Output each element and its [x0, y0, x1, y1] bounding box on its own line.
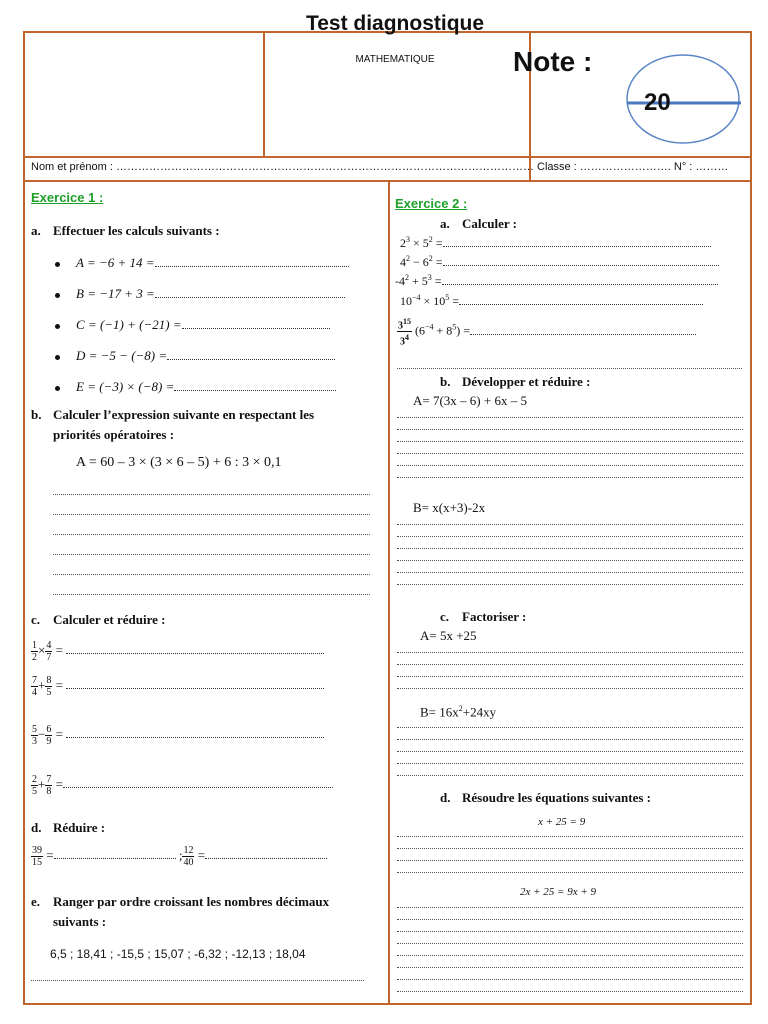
equation-2: 2x + 25 = 9x + 9	[520, 886, 597, 898]
ex1-c-instruction: Calculer et réduire :	[53, 612, 166, 627]
ex1-e-instruction-line2: suivants :	[53, 914, 107, 929]
answer-line	[397, 664, 743, 665]
answer-line	[397, 991, 743, 992]
reduce-exercise: $\frac{39}{15}$ = ; $\frac{12}{40}$ =	[31, 845, 327, 868]
ex1-b-instruction-line2: priorités opératoires :	[53, 427, 175, 442]
answer-line	[397, 907, 743, 908]
answer-line	[397, 548, 743, 549]
answer-line	[53, 494, 370, 495]
fraction-exercise: $\frac{1}{2}$ × $\frac{4}{7}$ =	[31, 640, 324, 663]
answer-line	[397, 429, 743, 430]
answer-line	[397, 967, 743, 968]
ex2-b-instruction: Développer et réduire :	[462, 374, 591, 389]
exercise-1-title: Exercice 1 :	[31, 190, 104, 205]
answer-line	[397, 584, 743, 585]
answer-line	[397, 676, 743, 677]
answer-line	[397, 477, 743, 478]
note-circle-icon	[625, 53, 745, 147]
answer-line	[397, 848, 743, 849]
ex1-a-item: D = −5 − (−8) =	[76, 348, 335, 364]
answer-line	[397, 955, 743, 956]
ex2-b-expression-a: A= 7(3x – 6) + 6x – 5	[413, 393, 527, 408]
exercise-column-divider	[388, 180, 390, 1005]
answer-line	[397, 919, 743, 920]
answer-line	[397, 572, 743, 573]
ex2-a-instruction: Calculer :	[462, 216, 517, 231]
answer-line	[53, 554, 370, 555]
ex1-c-label: c.	[31, 612, 41, 627]
answer-line	[397, 453, 743, 454]
answer-line	[53, 594, 370, 595]
answer-line	[397, 931, 743, 932]
answer-line	[397, 836, 743, 837]
subject-label: MATHEMATIQUE	[355, 54, 435, 65]
ex2-c-expression-a: A= 5x +25	[420, 628, 477, 643]
fraction-exercise: $\frac{7}{4}$ + $\frac{8}{5}$ =	[31, 675, 324, 698]
answer-line	[397, 536, 743, 537]
ex2-b-label: b.	[440, 374, 451, 389]
equation-1: x + 25 = 9	[538, 816, 586, 828]
answer-line	[397, 441, 743, 442]
answer-line	[397, 688, 743, 689]
header-col-divider-1	[263, 33, 265, 156]
answer-line	[397, 739, 743, 740]
ex1-a-item: B = −17 + 3 =	[76, 286, 345, 302]
ex1-e-label: e.	[31, 894, 41, 909]
note-max: 20	[644, 89, 671, 116]
ex1-a-item: C = (−1) + (−21) =	[76, 317, 330, 333]
answer-line	[397, 524, 743, 525]
answer-line	[397, 465, 743, 466]
header-divider	[25, 156, 750, 158]
ex1-d-instruction: Réduire :	[53, 820, 106, 835]
ex2-c-instruction: Factoriser :	[462, 609, 527, 624]
ex1-b-expression: A = 60 – 3 × (3 × 6 – 5) + 6 : 3 × 0,1	[76, 455, 282, 470]
answer-line	[397, 560, 743, 561]
bullet-icon	[55, 293, 60, 298]
answer-line	[397, 860, 743, 861]
exercise-2-title: Exercice 2 :	[395, 196, 468, 211]
power-exercise: $10^{-4} \times 10^5$ =	[400, 293, 703, 309]
ex2-c-expression-b: $B= 16x^2+24xy$	[420, 704, 497, 720]
answer-line	[397, 751, 743, 752]
answer-line	[397, 727, 743, 728]
ex2-b-expression-b: B= x(x+3)-2x	[413, 500, 486, 515]
ex1-b-label: b.	[31, 407, 42, 422]
answer-line	[397, 417, 743, 418]
ex1-b-instruction-line1: Calculer l’expression suivante en respectant les	[53, 407, 315, 422]
ex2-c-label: c.	[440, 609, 450, 624]
power-exercise: $-4^2 + 5^3$ =	[395, 273, 718, 289]
class-field-label: Classe : ……………………. N° : ………	[537, 161, 729, 173]
ex1-e-instruction-line1: Ranger par ordre croissant les nombres décimaux	[53, 894, 330, 909]
answer-line	[397, 775, 743, 776]
power-exercise: $2^3 \times 5^2$ =	[400, 235, 711, 251]
answer-line	[397, 763, 743, 764]
answer-line	[53, 514, 370, 515]
ex1-a-label: a.	[31, 223, 41, 238]
answer-line	[53, 534, 370, 535]
answer-line	[53, 574, 370, 575]
fraction-exercise: $\frac{5}{3}$ − $\frac{6}{9}$ =	[31, 724, 324, 747]
note-label: Note :	[513, 46, 593, 77]
power-exercise: $4^2 - 6^2$ =	[400, 254, 719, 270]
fraction-exercise: $\frac{2}{5}$ + $\frac{7}{8}$ =	[31, 774, 333, 797]
power-exercise: $\frac{3^{15}}{3^4}$ $(6^{-4} + 8^5)$ =	[397, 316, 696, 348]
decimal-numbers: 6,5 ; 18,41 ; -15,5 ; 15,07 ; -6,32 ; -12,13 ; 18,04	[50, 947, 306, 961]
ex1-a-item: A = −6 + 14 =	[76, 255, 349, 271]
name-field-label: Nom et prénom : ……………………………………………………………………………………………………	[31, 161, 534, 173]
bullet-icon	[55, 262, 60, 267]
bullet-icon	[55, 324, 60, 329]
ex1-a-instruction: Effectuer les calculs suivants :	[53, 223, 220, 238]
bullet-icon	[55, 386, 60, 391]
answer-line	[397, 368, 742, 369]
ex1-d-label: d.	[31, 820, 42, 835]
ex2-d-label: d.	[440, 790, 451, 805]
answer-line	[397, 652, 743, 653]
page-title: Test diagnostique	[305, 12, 485, 35]
answer-line	[397, 979, 743, 980]
answer-line	[31, 980, 364, 981]
answer-line	[397, 943, 743, 944]
bullet-icon	[55, 355, 60, 360]
answer-line	[397, 872, 743, 873]
ex2-a-label: a.	[440, 216, 450, 231]
ex2-d-instruction: Résoudre les équations suivantes :	[462, 790, 652, 805]
ex1-a-item: E = (−3) × (−8) =	[76, 379, 336, 395]
